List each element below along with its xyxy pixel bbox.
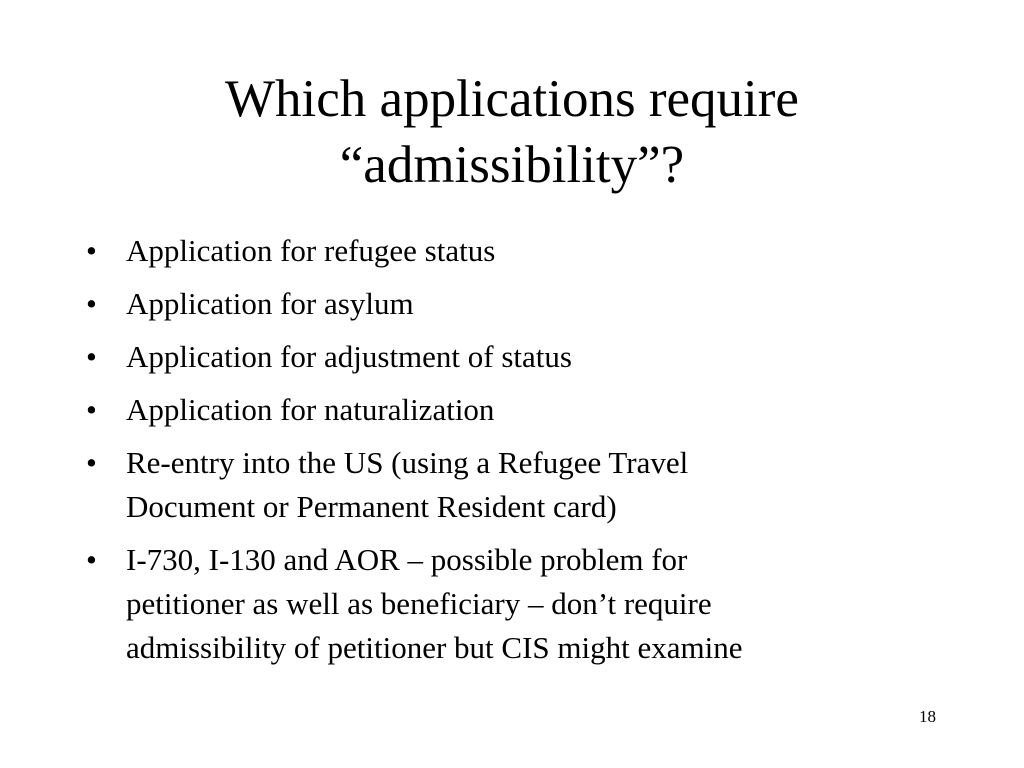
list-item-re-entry — [86, 441, 946, 529]
slide-title — [80, 66, 944, 198]
slide-title-line: Which applications require — [225, 70, 799, 128]
bullet-text: • Application for asylum — [126, 286, 414, 321]
bullet-list — [86, 229, 946, 679]
slide-title-line: “admissibility”? — [339, 136, 685, 194]
list-item-asylum — [86, 282, 946, 326]
bullet-text: admissibility of petitioner but CIS might examine — [126, 630, 743, 665]
list-item-adjustment-of-status — [86, 335, 946, 379]
bullet-text: • I-730, I-130 and AOR – possible problem for — [126, 542, 688, 577]
slide-number: 18 — [919, 707, 936, 726]
list-item-refugee-status — [86, 229, 946, 273]
bullet-text: • Application for refugee status — [126, 233, 496, 268]
list-item-naturalization — [86, 388, 946, 432]
bullet-text: • Application for naturalization — [126, 392, 495, 427]
bullet-text: Document or Permanent Resident card) — [126, 489, 617, 524]
list-item-i730-i130-aor — [86, 538, 946, 670]
bullet-text: • Re-entry into the US (using a Refugee Travel — [126, 445, 689, 480]
bullet-text: • Application for adjustment of status — [126, 339, 572, 374]
bullet-text: petitioner as well as beneficiary – don’t require — [126, 586, 712, 621]
